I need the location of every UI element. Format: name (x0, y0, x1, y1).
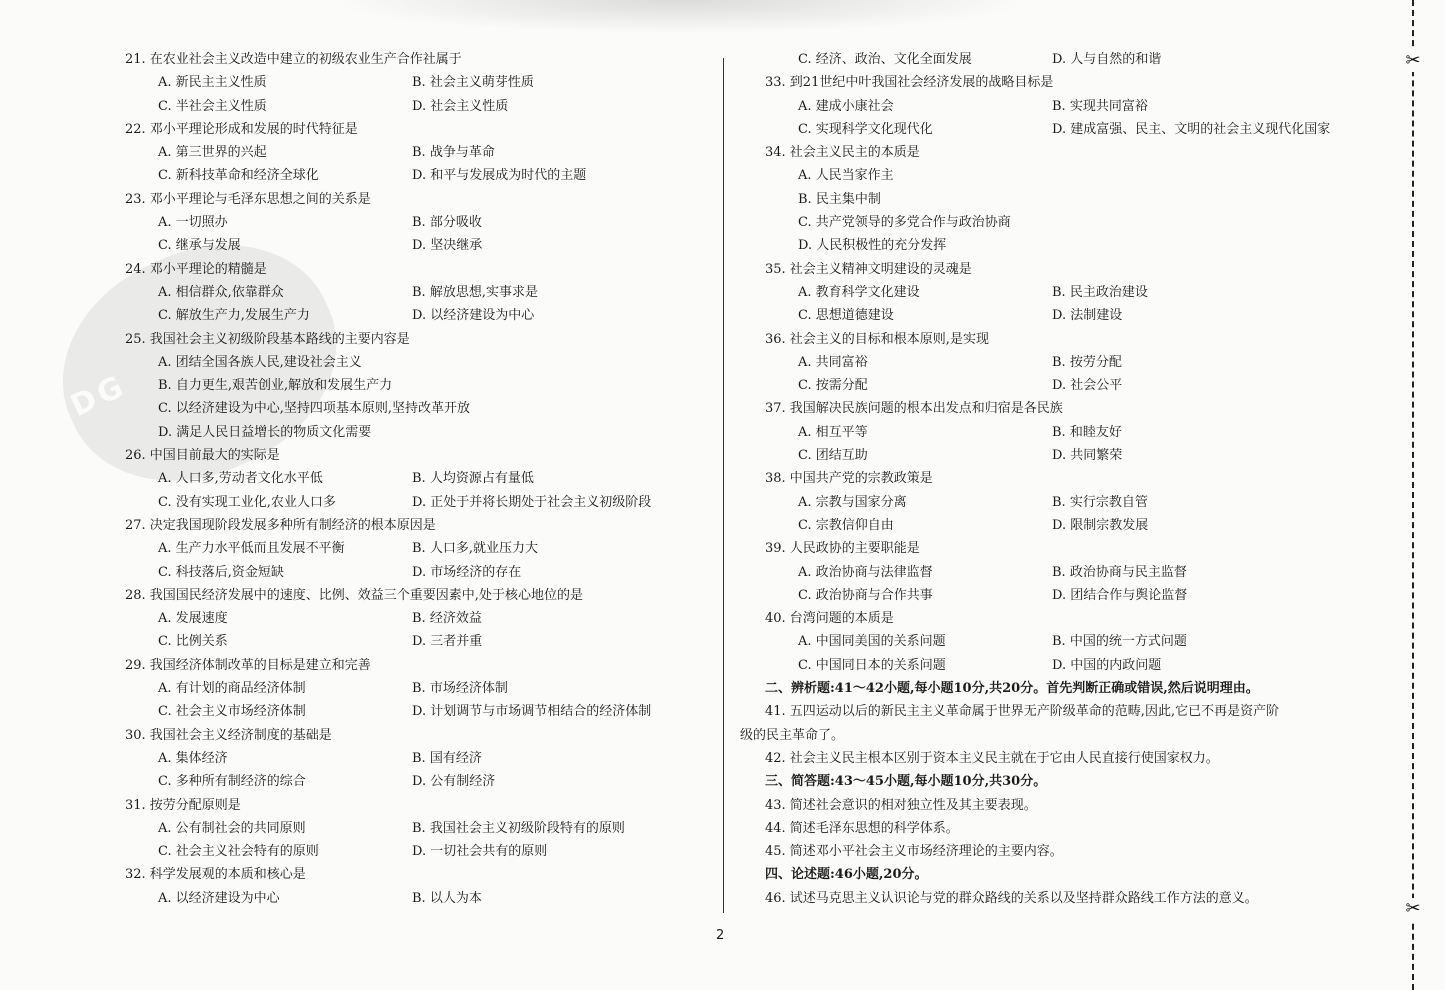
option-left: A. 第三世界的兴起 (158, 145, 267, 161)
option-right: D. 建成富强、民主、文明的社会主义现代化国家 (1052, 121, 1331, 137)
option-left: C. 多种所有制经济的综合 (158, 774, 306, 790)
option-row (125, 770, 705, 793)
scissors-icon: ✂ (1402, 50, 1424, 72)
question-stem (125, 514, 705, 537)
option-row (765, 188, 1365, 211)
option-right: D. 法制建设 (1052, 308, 1123, 324)
option-row (765, 630, 1365, 653)
question-text: 22. 邓小平理论形成和发展的时代特征是 (125, 121, 358, 137)
option-row (765, 584, 1365, 607)
question-text: 39. 人民政协的主要职能是 (765, 541, 920, 557)
option-row (125, 351, 705, 374)
question-stem (765, 258, 1365, 281)
option-row (765, 491, 1365, 514)
question-text: 41. 五四运动以后的新民主主义革命属于世界无产阶级革命的范畴,因此,它已不再是资产阶 (765, 704, 1280, 720)
option-right: B. 解放思想,实事求是 (412, 284, 538, 300)
option-left: C. 团结互助 (798, 448, 868, 464)
option-row (125, 71, 705, 94)
option-right: D. 以经济建设为中心 (412, 308, 535, 324)
left-column (125, 48, 705, 910)
option-right: D. 坚决继承 (412, 238, 483, 254)
option-left: C. 宗教信仰自由 (798, 517, 894, 533)
option-row (765, 374, 1365, 397)
option-right: D. 和平与发展成为时代的主题 (412, 168, 587, 184)
option-row (765, 421, 1365, 444)
option-row (125, 95, 705, 118)
option-right: D. 公有制经济 (412, 774, 496, 790)
section-heading-text: 二、辨析题:41～42小题,每小题10分,共20分。首先判断正确或错误,然后说明理由。 (765, 681, 1259, 697)
question-stem (125, 188, 705, 211)
question-text: 27. 决定我国现阶段发展多种所有制经济的根本原因是 (125, 517, 436, 533)
option-right: D. 人与自然的和谐 (1052, 52, 1162, 67)
option-right: D. 计划调节与市场调节相结合的经济体制 (412, 704, 652, 720)
option-row (125, 397, 705, 420)
question-stem (765, 328, 1365, 351)
question-text: 40. 台湾问题的本质是 (765, 611, 894, 627)
option-right: D. 一切社会共有的原则 (412, 844, 548, 860)
question-text: 38. 中国共产党的宗教政策是 (765, 471, 933, 487)
scan-shadow (330, 0, 1030, 34)
section-heading-text: 三、简答题:43～45小题,每小题10分,共30分。 (765, 774, 1047, 790)
option-left: A. 建成小康社会 (798, 98, 894, 114)
option-right: B. 实现共同富裕 (1052, 98, 1148, 114)
option-left: A. 集体经济 (158, 750, 228, 766)
option-left: C. 政治协商与合作共事 (798, 587, 933, 603)
option-row (125, 374, 705, 397)
option-left: A. 政治协商与法律监督 (798, 564, 933, 580)
question-stem (125, 724, 705, 747)
watermark-text: PDG (41, 368, 133, 436)
option-row (125, 747, 705, 770)
section-heading (765, 863, 1365, 886)
option-left: C. 社会主义社会特有的原则 (158, 844, 319, 860)
option-right: B. 我国社会主义初级阶段特有的原则 (412, 820, 625, 836)
option-right: B. 市场经济体制 (412, 681, 508, 697)
option-row (125, 304, 705, 327)
question-text: 26. 中国目前最大的实际是 (125, 448, 280, 464)
question-stem (125, 328, 705, 351)
option-left: C. 实现科学文化现代化 (798, 121, 933, 137)
question-text: 46. 试述马克思主义认识论与党的群众路线的关系以及坚持群众路线工作方法的意义。 (765, 890, 1258, 906)
option-item: C. 以经济建设为中心,坚持四项基本原则,坚持改革开放 (158, 401, 471, 417)
option-row (765, 95, 1365, 118)
question-stem (125, 584, 705, 607)
option-left: A. 新民主主义性质 (158, 75, 267, 91)
cut-line (1412, 0, 1414, 990)
option-row (125, 164, 705, 187)
option-left: C. 没有实现工业化,农业人口多 (158, 494, 336, 510)
question-text: 44. 简述毛泽东思想的科学体系。 (765, 820, 959, 836)
option-left: C. 比例关系 (158, 634, 228, 650)
option-left: A. 生产力水平低而且发展不平衡 (158, 541, 345, 557)
option-row (125, 561, 705, 584)
option-right: D. 共同繁荣 (1052, 448, 1123, 464)
question-stem (765, 141, 1365, 164)
option-row (125, 537, 705, 560)
option-right: D. 市场经济的存在 (412, 564, 522, 580)
section-heading (765, 677, 1365, 700)
option-left: A. 中国同美国的关系问题 (798, 634, 946, 650)
question-text: 35. 社会主义精神文明建设的灵魂是 (765, 261, 972, 277)
question-continuation (740, 724, 1365, 747)
question-text: 25. 我国社会主义初级阶段基本路线的主要内容是 (125, 331, 410, 347)
question-text-continued: 级的民主革命了。 (740, 727, 845, 743)
section-heading-text: 四、论述题:46小题,20分。 (765, 867, 928, 883)
question-stem (125, 48, 705, 71)
option-row (125, 630, 705, 653)
option-row (765, 164, 1365, 187)
option-right: B. 和睦友好 (1052, 424, 1122, 440)
option-left: A. 教育科学文化建设 (798, 284, 920, 300)
option-row (125, 211, 705, 234)
option-left: C. 中国同日本的关系问题 (798, 657, 946, 673)
question-text: 31. 按劳分配原则是 (125, 797, 241, 813)
option-left: C. 社会主义市场经济体制 (158, 704, 306, 720)
question-text: 32. 科学发展观的本质和核心是 (125, 867, 306, 883)
option-right: D. 三者并重 (412, 634, 483, 650)
option-right: B. 战争与革命 (412, 145, 495, 161)
option-left: C. 半社会主义性质 (158, 98, 267, 114)
option-row (125, 491, 705, 514)
question-paragraph (765, 700, 1365, 723)
question-paragraph (765, 794, 1365, 817)
question-text: 28. 我国国民经济发展中的速度、比例、效益三个重要因素中,处于核心地位的是 (125, 587, 583, 603)
option-left: C. 按需分配 (798, 378, 868, 394)
option-row (765, 281, 1365, 304)
option-row (125, 281, 705, 304)
option-right: B. 中国的统一方式问题 (1052, 634, 1187, 650)
option-left: A. 公有制社会的共同原则 (158, 820, 306, 836)
option-left: A. 一切照办 (158, 215, 228, 231)
question-stem (125, 863, 705, 886)
question-text: 24. 邓小平理论的精髓是 (125, 261, 267, 277)
question-paragraph (765, 840, 1365, 863)
option-right: B. 经济效益 (412, 611, 482, 627)
question-text: 34. 社会主义民主的本质是 (765, 145, 920, 161)
question-paragraph (765, 817, 1365, 840)
question-text: 36. 社会主义的目标和根本原则,是实现 (765, 331, 989, 347)
option-row (765, 514, 1365, 537)
question-stem (125, 118, 705, 141)
option-row (765, 118, 1365, 141)
option-right: B. 以人为本 (412, 890, 482, 906)
option-row (765, 654, 1365, 677)
option-item: C. 共产党领导的多党合作与政治协商 (798, 215, 1011, 231)
question-paragraph (765, 747, 1365, 770)
option-item: A. 团结全国各族人民,建设社会主义 (158, 354, 362, 370)
option-right: D. 社会主义性质 (412, 98, 509, 114)
question-stem (765, 467, 1365, 490)
option-row (765, 304, 1365, 327)
question-stem (765, 397, 1365, 420)
option-row (125, 887, 705, 910)
question-text: 29. 我国经济体制改革的目标是建立和完善 (125, 657, 371, 673)
option-right: B. 民主政治建设 (1052, 284, 1148, 300)
page-number: 2 (716, 928, 725, 943)
section-heading (765, 770, 1365, 793)
option-left: C. 思想道德建设 (798, 308, 894, 324)
question-stem (125, 654, 705, 677)
option-right: B. 按劳分配 (1052, 354, 1122, 370)
question-paragraph (765, 887, 1365, 910)
option-row (125, 700, 705, 723)
option-left: C. 继承与发展 (158, 238, 241, 254)
question-text: 37. 我国解决民族问题的根本出发点和归宿是各民族 (765, 401, 1063, 417)
option-left: A. 发展速度 (158, 611, 228, 627)
question-stem (765, 537, 1365, 560)
option-row (125, 677, 705, 700)
option-row (765, 48, 1365, 71)
option-left: A. 以经济建设为中心 (158, 890, 280, 906)
option-right: D. 社会公平 (1052, 378, 1123, 394)
option-row (125, 467, 705, 490)
option-right: D. 正处于并将长期处于社会主义初级阶段 (412, 494, 652, 510)
option-row (765, 211, 1365, 234)
question-text: 43. 简述社会意识的相对独立性及其主要表现。 (765, 797, 1037, 813)
question-text: 21. 在农业社会主义改造中建立的初级农业生产合作社属于 (125, 52, 462, 67)
option-left: A. 共同富裕 (798, 354, 868, 370)
column-divider (723, 58, 724, 913)
question-text: 42. 社会主义民主根本区别于资本主义民主就在于它由人民直接行使国家权力。 (765, 750, 1219, 766)
option-left: C. 科技落后,资金短缺 (158, 564, 284, 580)
option-left: A. 相互平等 (798, 424, 868, 440)
option-right: B. 人口多,就业压力大 (412, 541, 538, 557)
option-right: B. 政治协商与民主监督 (1052, 564, 1187, 580)
option-left: C. 解放生产力,发展生产力 (158, 308, 310, 324)
question-stem (125, 444, 705, 467)
question-stem (125, 258, 705, 281)
option-item: A. 人民当家作主 (798, 168, 894, 184)
question-text: 45. 简述邓小平社会主义市场经济理论的主要内容。 (765, 844, 1063, 860)
option-left: A. 宗教与国家分离 (798, 494, 907, 510)
option-right: B. 国有经济 (412, 750, 482, 766)
option-row (125, 817, 705, 840)
question-stem (765, 607, 1365, 630)
option-row (125, 607, 705, 630)
option-left: A. 相信群众,依靠群众 (158, 284, 284, 300)
option-row (765, 561, 1365, 584)
option-right: B. 部分吸收 (412, 215, 482, 231)
option-right: B. 人均资源占有量低 (412, 471, 534, 487)
question-text: 23. 邓小平理论与毛泽东思想之间的关系是 (125, 191, 371, 207)
question-stem (765, 71, 1365, 94)
option-row (765, 234, 1365, 257)
option-item: D. 满足人民日益增长的物质文化需要 (158, 424, 372, 440)
option-right: D. 中国的内政问题 (1052, 657, 1162, 673)
option-item: D. 人民积极性的充分发挥 (798, 238, 947, 254)
option-left: C. 新科技革命和经济全球化 (158, 168, 319, 184)
right-column (740, 48, 1365, 910)
option-item: B. 民主集中制 (798, 191, 881, 207)
question-text: 33. 到21世纪中叶我国社会经济发展的战略目标是 (765, 75, 1054, 91)
option-right: B. 社会主义萌芽性质 (412, 75, 534, 91)
option-row (125, 840, 705, 863)
option-right: D. 团结合作与舆论监督 (1052, 587, 1188, 603)
scissors-icon: ✂ (1402, 898, 1424, 920)
option-left: A. 人口多,劳动者文化水平低 (158, 471, 323, 487)
option-left: C. 经济、政治、文化全面发展 (798, 52, 972, 67)
option-row (765, 444, 1365, 467)
option-left: A. 有计划的商品经济体制 (158, 681, 306, 697)
question-stem (125, 794, 705, 817)
option-row (765, 351, 1365, 374)
option-row (125, 421, 705, 444)
option-row (125, 141, 705, 164)
option-right: D. 限制宗教发展 (1052, 517, 1149, 533)
option-item: B. 自力更生,艰苦创业,解放和发展生产力 (158, 378, 393, 394)
question-text: 30. 我国社会主义经济制度的基础是 (125, 727, 332, 743)
option-right: B. 实行宗教自管 (1052, 494, 1148, 510)
option-row (125, 234, 705, 257)
